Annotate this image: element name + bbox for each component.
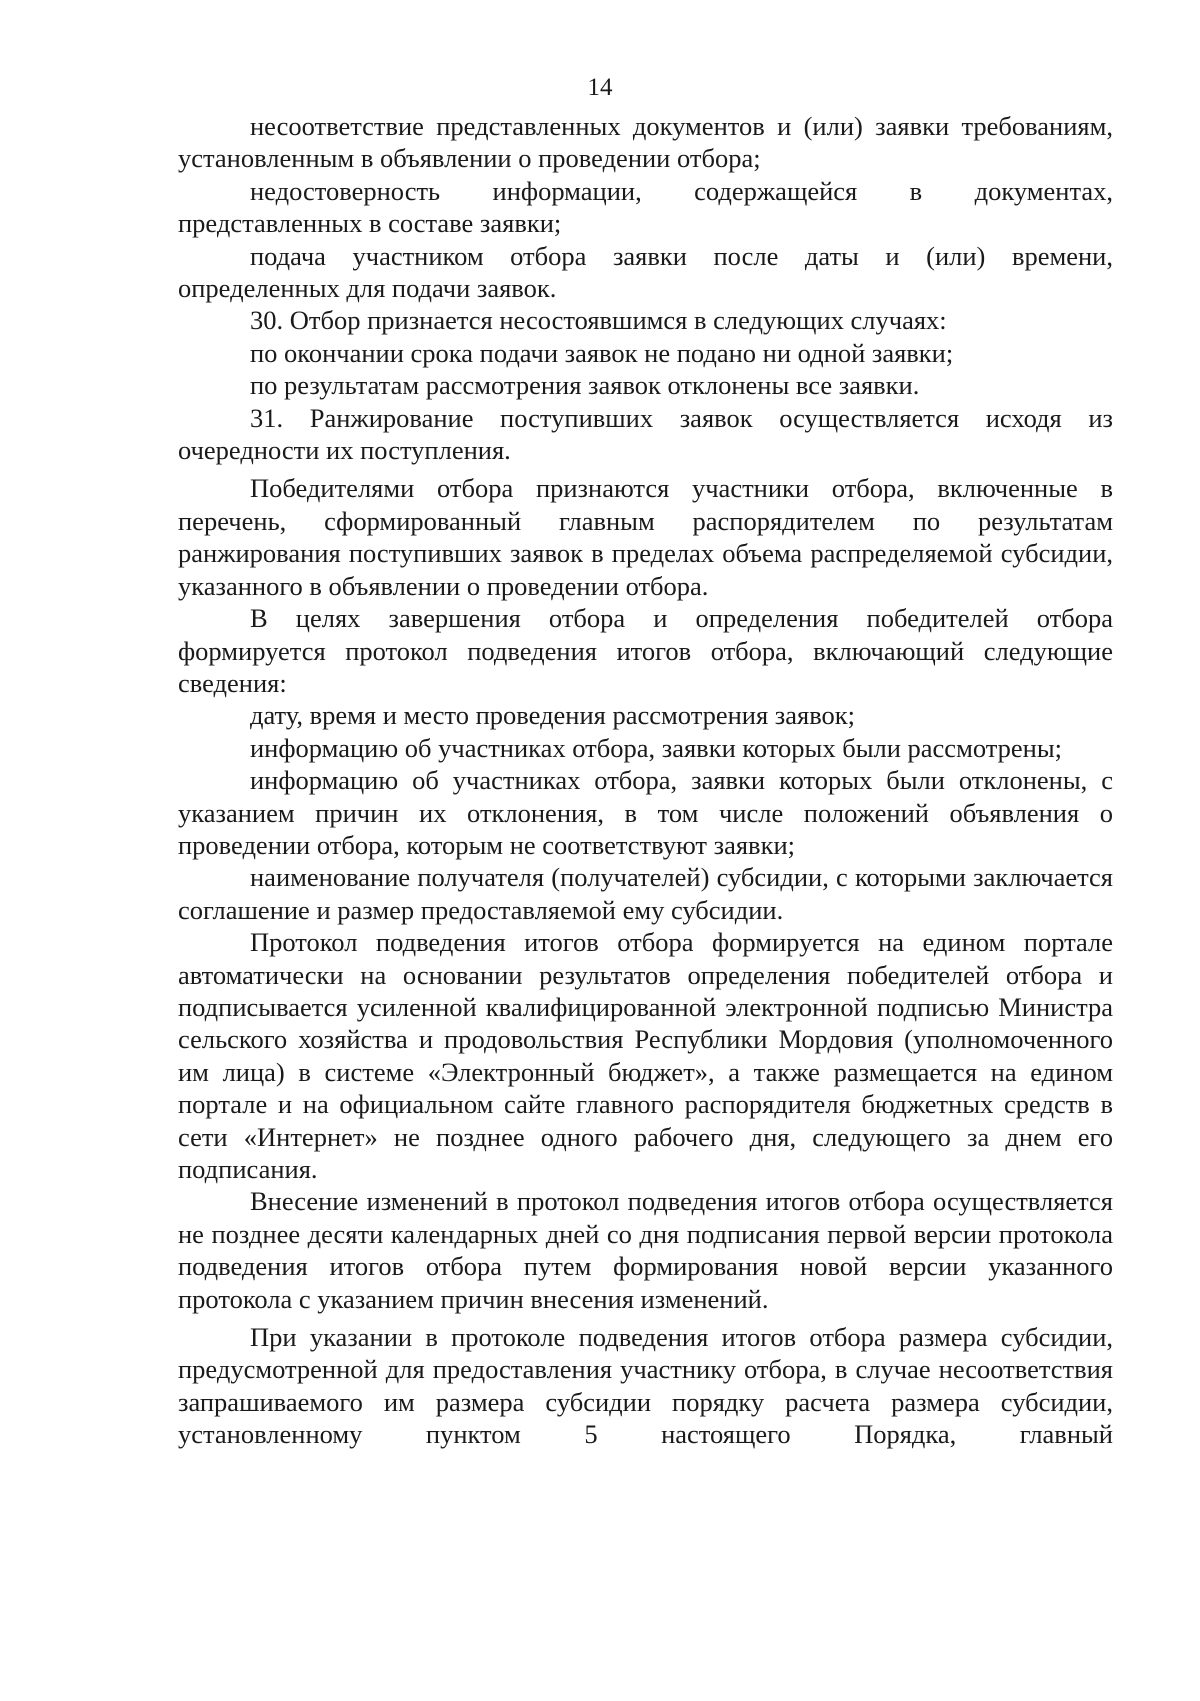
paragraph: Победителями отбора признаются участники отбора, включенные в перечень, сформированный главным распорядителем по результатам ранжирования поступивших заявок в пределах объема распределяемой субсидии, указанного в объявлении о проведении отбора. bbox=[178, 473, 1113, 601]
paragraph: Протокол подведения итогов отбора формируется на едином портале автоматически на основании результатов определения победителей отбора и подписывается усиленной квалифицированной электронной подписью Министра сельского хозяйства и продовольствия Республики Мордовия (уполномоченного им лица) в системе «Электронный бюджет», а также размещается на едином портале и на официальном сайте главного распорядителя бюджетных средств в сети «Интернет» не позднее одного рабочего дня, следующего за днем его подписания. bbox=[178, 927, 1113, 1184]
paragraph: несоответствие представленных документов и (или) заявки требованиям, установленным в объявлении о проведении отбора; bbox=[178, 111, 1113, 174]
document-body bbox=[178, 110, 1113, 1451]
paragraph: информацию об участниках отбора, заявки которых были рассмотрены; bbox=[250, 732, 1063, 763]
paragraph: подача участником отбора заявки после даты и (или) времени, определенных для подачи заявок. bbox=[178, 240, 1113, 304]
paragraph: 31. Ранжирование поступивших заявок осуществляется исходя из очередности их поступления. bbox=[178, 402, 1113, 466]
paragraph: 30. Отбор признается несостоявшимся в следующих случаях: bbox=[250, 305, 947, 336]
paragraph: недостоверность информации, содержащейся в документах, представленных в составе заявки; bbox=[178, 175, 1113, 239]
paragraph: При указании в протоколе подведения итогов отбора размера субсидии, предусмотренной для предоставления участнику отбора, в случае несоответствия запрашиваемого им размера субсидии порядку расчета размера субсидии, установленному пунктом 5 настоящего Порядка, главный bbox=[178, 1322, 1113, 1450]
paragraph: наименование получателя (получателей) субсидии, с которыми заключается соглашение и размер предоставляемой ему субсидии. bbox=[178, 862, 1113, 925]
paragraph: Внесение изменений в протокол подведения итогов отбора осуществляется не позднее десяти календарных дней со дня подписания первой версии протокола подведения итогов отбора путем формирования новой версии указанного протокола с указанием причин внесения изменений. bbox=[178, 1186, 1113, 1314]
paragraph: по результатам рассмотрения заявок отклонены все заявки. bbox=[250, 370, 920, 401]
paragraph: по окончании срока подачи заявок не подано ни одной заявки; bbox=[250, 337, 954, 368]
paragraph: информацию об участниках отбора, заявки которых были отклонены, с указанием причин их отклонения, в том числе положений объявления о проведении отбора, которым не соответствуют заявки; bbox=[178, 765, 1113, 860]
paragraph: В целях завершения отбора и определения победителей отбора формируется протокол подведения итогов отбора, включающий следующие сведения: bbox=[178, 603, 1113, 698]
page-number: 14 bbox=[587, 74, 613, 101]
paragraph: дату, время и место проведения рассмотрения заявок; bbox=[250, 700, 856, 731]
